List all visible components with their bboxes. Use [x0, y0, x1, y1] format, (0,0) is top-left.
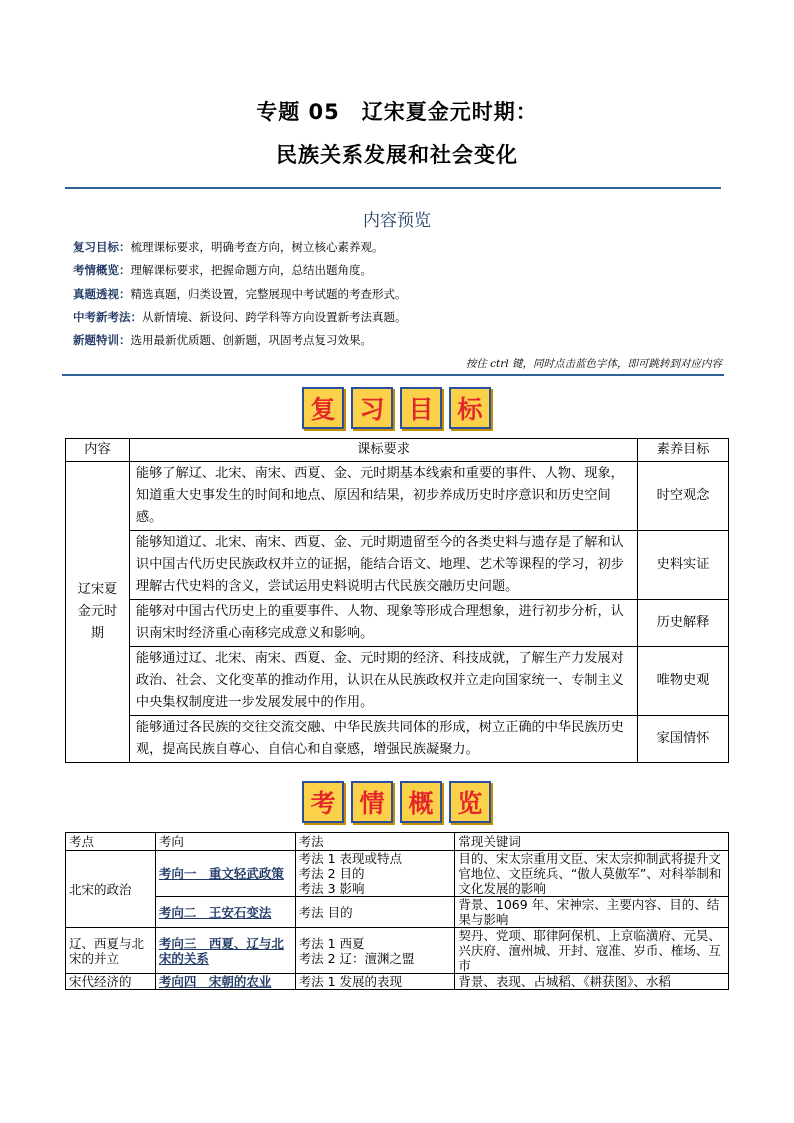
preview-item-real-questions[interactable] [73, 287, 407, 301]
preview-text: 选用最新优质题、创新题，巩固考点复习效果。 [130, 333, 372, 347]
exam-point-cell: 北宋的政治 [66, 851, 156, 928]
goal-cell: 时空观念 [638, 462, 729, 531]
direction-cell[interactable] [155, 928, 295, 974]
header-keywords: 常现关键词 [455, 833, 729, 851]
direction-link[interactable]: 考向四 宋朝的农业 [158, 974, 272, 989]
preview-label[interactable]: 中考新考法： [73, 310, 142, 324]
table-row [66, 851, 729, 897]
goal-cell: 家国情怀 [638, 716, 729, 763]
table-row [66, 716, 729, 763]
header-literacy-goal: 素养目标 [638, 439, 729, 462]
content-cell: 辽宋夏金元时期 [66, 462, 130, 763]
exam-overview-banner [302, 781, 491, 823]
exam-point-cell: 宋代经济的 [66, 974, 156, 990]
preview-text: 精选真题，归类设置，完整展现中考试题的考查形式。 [130, 287, 407, 301]
table-row [66, 462, 729, 531]
preview-divider [62, 374, 724, 376]
method-item: 考法 2 辽：澶渊之盟 [298, 950, 415, 966]
banner-char: 习 [351, 387, 393, 429]
preview-label[interactable]: 真题透视： [73, 287, 131, 301]
method-item: 考法 2 目的 [298, 866, 365, 881]
table-header-row [66, 439, 729, 462]
method-item: 考法 1 西夏 [298, 935, 365, 951]
preview-text: 从新情境、新设问、跨学科等方向设置新考法真题。 [142, 310, 407, 324]
requirement-cell: 能够对中国古代历史上的重要事件、人物、现象等形成合理想象，进行初步分析，认识南宋时经济重心南移完成意义和影响。 [129, 600, 637, 647]
preview-item-new-methods[interactable] [73, 310, 407, 324]
preview-label[interactable]: 新题特训： [73, 333, 131, 347]
method-item: 考法 目的 [298, 904, 353, 920]
method-item: 考法 1 表现或特点 [298, 851, 403, 866]
review-goals-table [65, 438, 729, 763]
preview-item-review-goals[interactable] [73, 240, 384, 254]
banner-char: 览 [449, 781, 491, 823]
top-divider [65, 187, 721, 189]
header-exam-point: 考点 [66, 833, 156, 851]
table-row [66, 974, 729, 990]
banner-char: 目 [400, 387, 442, 429]
direction-cell[interactable] [155, 851, 295, 897]
direction-cell[interactable] [155, 897, 295, 928]
table-row [66, 928, 729, 974]
method-cell [295, 851, 455, 897]
keywords-cell: 背景、1069 年、宋神宗、主要内容、目的、结果与影响 [455, 897, 729, 928]
header-direction: 考向 [155, 833, 295, 851]
requirement-cell: 能够通过辽、北宋、南宋、西夏、金、元时期的经济、科技成就，了解生产力发展对政治、社会、文化变革的推动作用，认识在从民族政权并立走向国家统一、专制主义中央集权制度进一步发展发展中的作用。 [129, 647, 637, 716]
header-requirements: 课标要求 [129, 439, 637, 462]
preview-heading: 内容预览 [363, 211, 431, 231]
direction-link[interactable]: 考向一 重文轻武政策 [158, 866, 284, 881]
banner-char: 考 [302, 781, 344, 823]
doc-title-line1: 专题 05 辽宋夏金元时期： [256, 100, 538, 124]
header-content: 内容 [66, 439, 130, 462]
banner-char: 标 [449, 387, 491, 429]
banner-char: 情 [351, 781, 393, 823]
table-header-row [66, 833, 729, 851]
header-method: 考法 [295, 833, 455, 851]
goal-cell: 历史解释 [638, 600, 729, 647]
method-item: 考法 1 发展的表现 [298, 974, 403, 989]
review-goals-banner [302, 387, 491, 429]
goal-cell: 史料实证 [638, 531, 729, 600]
direction-link[interactable]: 考向二 王安石变法 [158, 904, 272, 920]
preview-text: 理解课标要求，把握命题方向，总结出题角度。 [130, 263, 372, 277]
banner-char: 复 [302, 387, 344, 429]
direction-link[interactable]: 考向三 西夏、辽与北宋的关系 [158, 935, 284, 966]
preview-item-exam-overview[interactable] [73, 263, 372, 277]
doc-title-line2: 民族关系发展和社会变化 [276, 143, 518, 167]
requirement-cell: 能够知道辽、北宋、南宋、西夏、金、元时期遗留至今的各类史料与遗存是了解和认识中国古代历史民族政权并立的证据，能结合语文、地理、艺术等课程的学习，初步理解古代史料的含义，尝试运用史料说明古代民族交融历史问题。 [129, 531, 637, 600]
goal-cell: 唯物史观 [638, 647, 729, 716]
preview-item-new-training[interactable] [73, 333, 372, 347]
preview-text: 梳理课标要求，明确考查方向，树立核心素养观。 [130, 240, 384, 254]
table-row [66, 647, 729, 716]
keywords-cell: 背景、表现、占城稻、《耕获图》、水稻 [455, 974, 729, 990]
exam-overview-table [65, 832, 729, 990]
table-row [66, 897, 729, 928]
direction-cell[interactable] [155, 974, 295, 990]
keywords-cell: 目的、宋太宗重用文臣、宋太宗抑制武将提升文官地位、文臣统兵、“傲人莫傲军”、对科举制和文化发展的影响 [455, 851, 729, 897]
requirement-cell: 能够了解辽、北宋、南宋、西夏、金、元时期基本线索和重要的事件、人物、现象，知道重大史事发生的时间和地点、原因和结果，初步养成历史时序意识和历史空间感。 [129, 462, 637, 531]
method-cell [295, 897, 455, 928]
preview-label[interactable]: 复习目标： [73, 240, 131, 254]
exam-point-cell: 辽、西夏与北宋的并立 [66, 928, 156, 974]
method-item: 考法 3 影响 [298, 881, 365, 896]
table-row [66, 600, 729, 647]
ctrl-click-hint: 按住 ctrl 键，同时点击蓝色字体，即可跳转到对应内容 [465, 358, 722, 370]
method-cell [295, 974, 455, 990]
keywords-cell: 契丹、党项、耶律阿保机、上京临潢府、元昊、兴庆府、澶州城、开封、寇准、岁币、榷场、互市 [455, 928, 729, 974]
table-row [66, 531, 729, 600]
method-cell [295, 928, 455, 974]
requirement-cell: 能够通过各民族的交往交流交融、中华民族共同体的形成，树立正确的中华民族历史观，提高民族自尊心、自信心和自豪感，增强民族凝聚力。 [129, 716, 637, 763]
banner-char: 概 [400, 781, 442, 823]
preview-label[interactable]: 考情概览： [73, 263, 131, 277]
